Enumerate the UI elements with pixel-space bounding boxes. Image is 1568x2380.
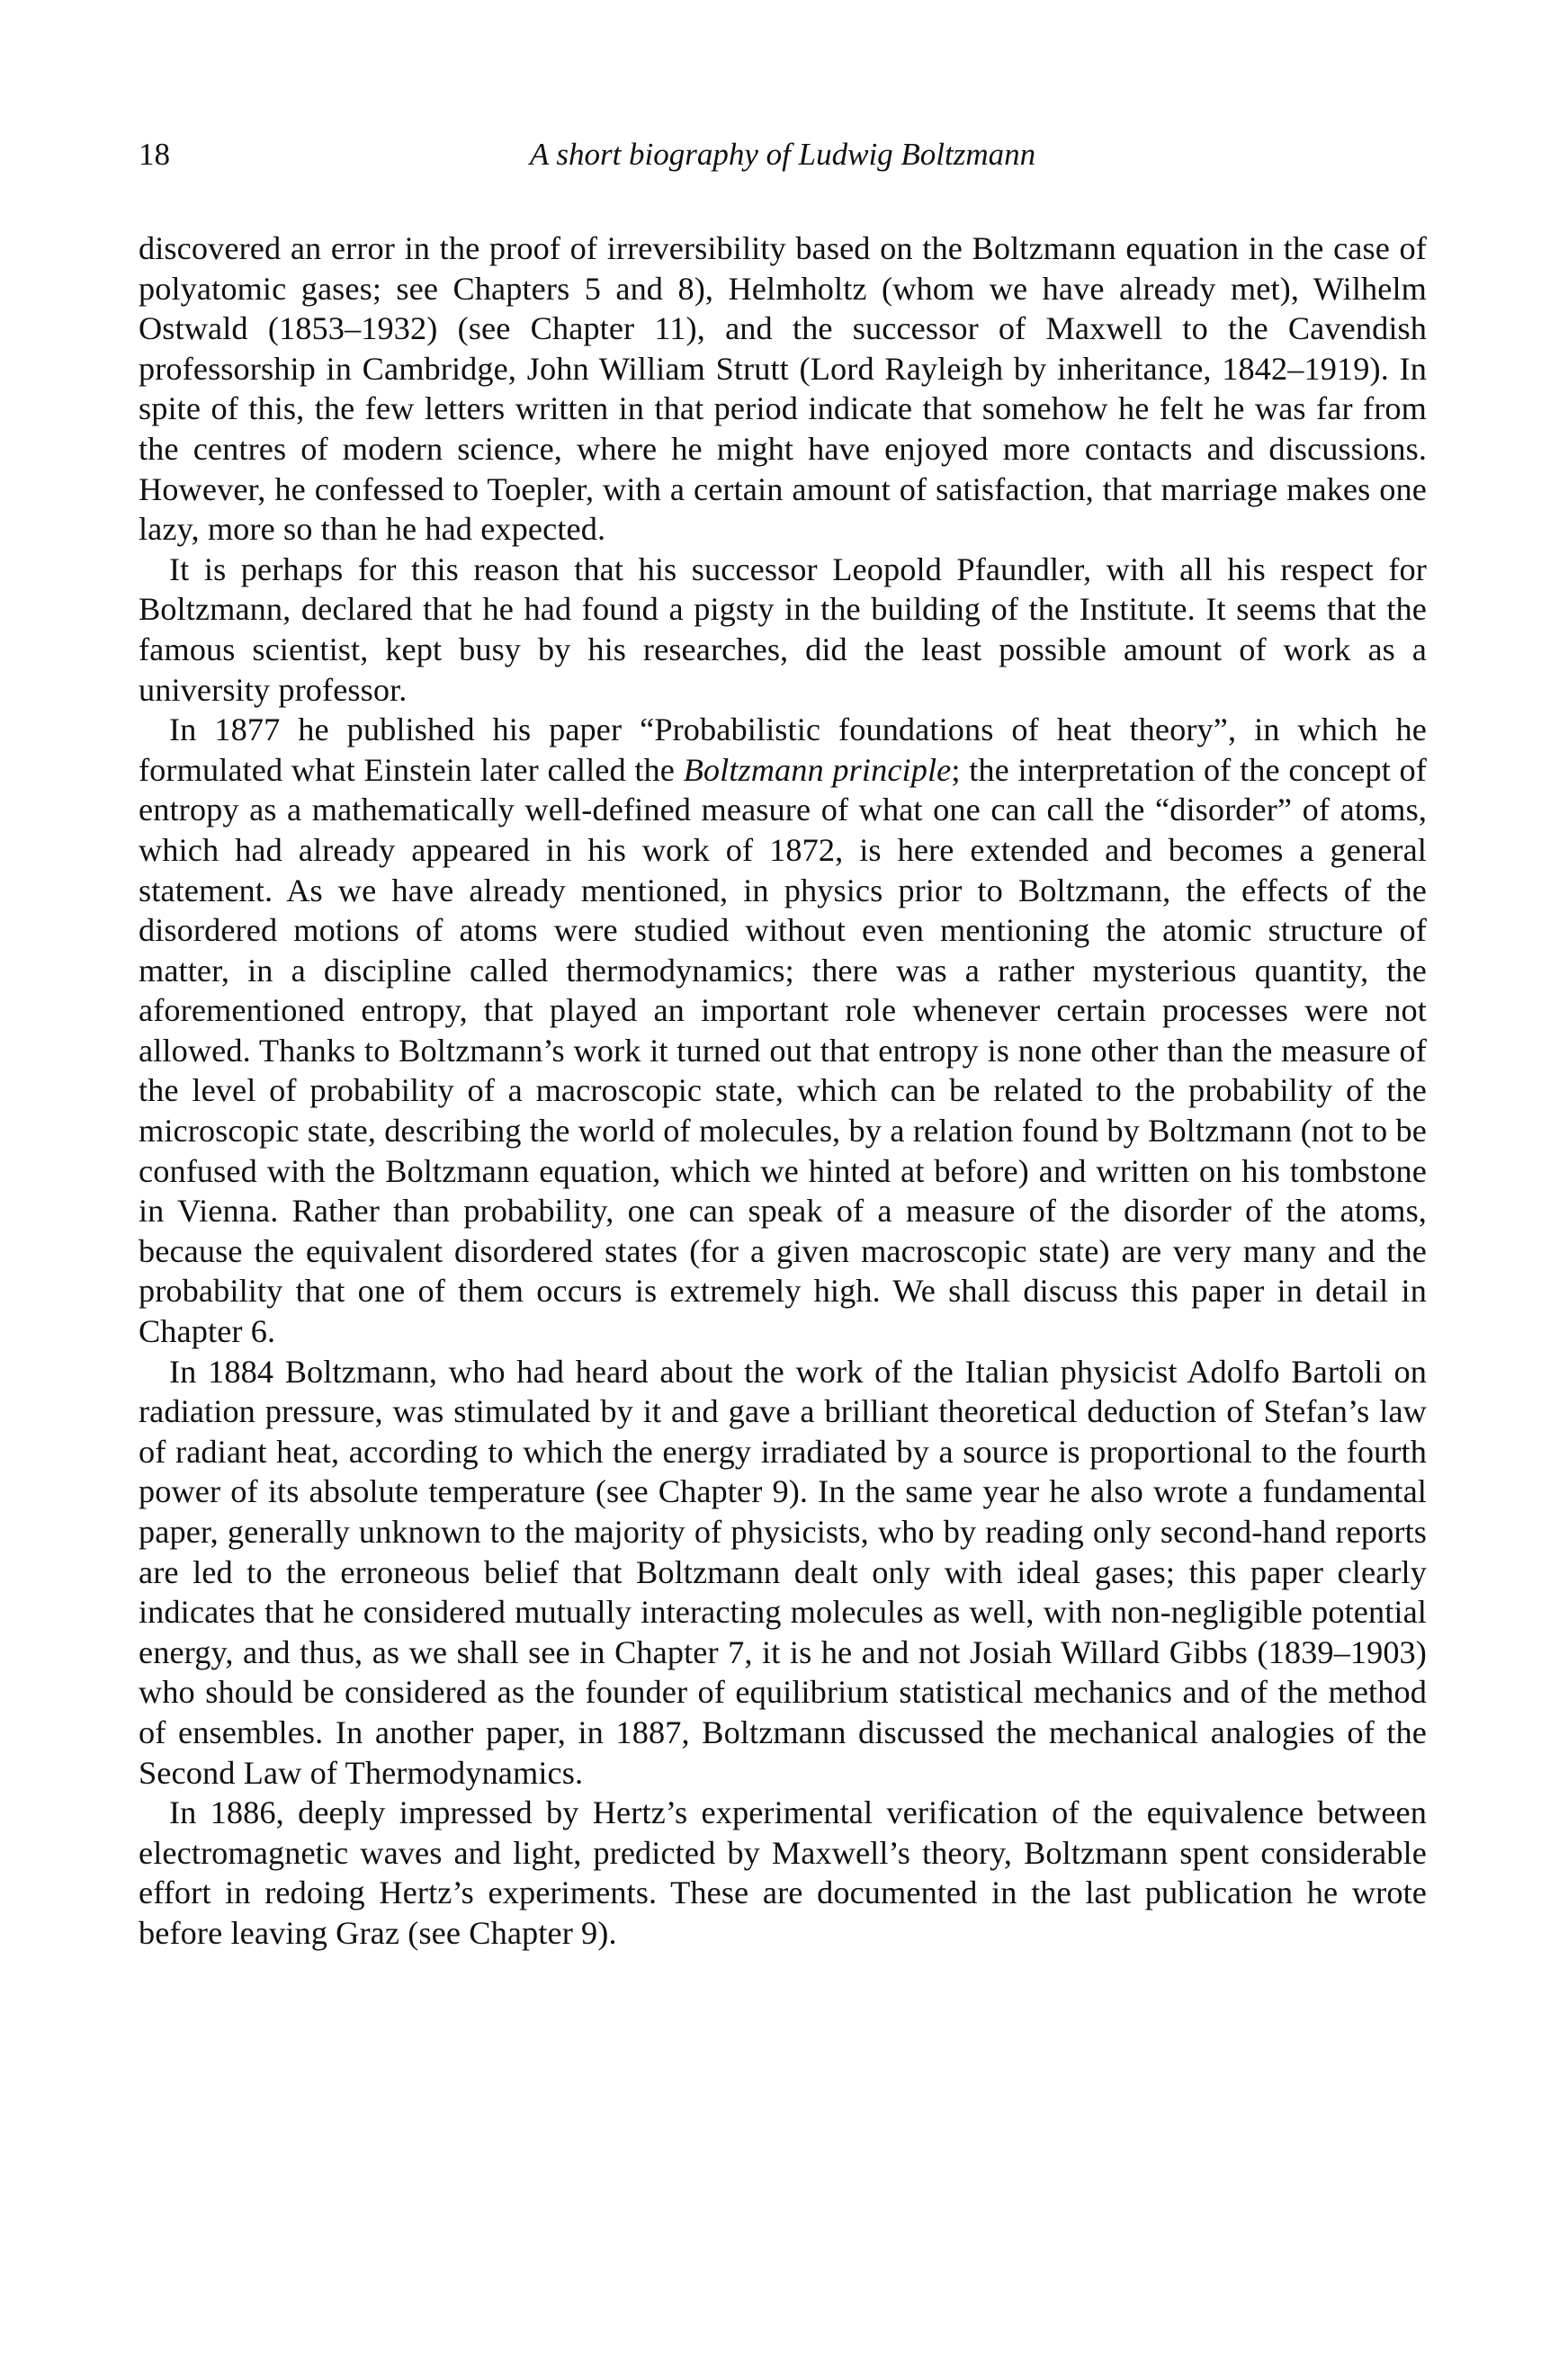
page-number: 18 <box>139 137 170 172</box>
emphasis-boltzmann-principle: Boltzmann principle <box>683 751 952 788</box>
paragraph-4: In 1884 Boltzmann, who had heard about the work of the Italian physicist Adolfo Bartoli on radiation pressure, was stimulated by it and gave a brilliant theoretical deduction of Stefan’s law of radiant heat, according to which the energy irradiated by a source is proportional to the fourth power of its absolute temperature (see Chapter 9). In the same year he also wrote a fundamental paper, generally unknown to the majority of physicists, who by reading only second-hand reports are led to the erroneous belief that Boltzmann dealt only with ideal gases; this paper clearly indicates that he considered mutually interacting molecules as well, with non-negligible potential energy, and thus, as we shall see in Chapter 7, it is he and not Josiah Willard Gibbs (1839–1903) who should be considered as the founder of equilibrium statistical mechanics and of the method of ensembles. In another paper, in 1887, Boltzmann discussed the mechanical analogies of the Second Law of Thermodynamics. <box>139 1353 1427 1791</box>
paragraph-1: discovered an error in the proof of irreversibility based on the Boltzmann equation in the case of polyatomic gases; see Chapters 5 and 8), Helmholtz (whom we have already met), Wilhelm Ostwald (1853–1932) (see Chapter 11), and the successor of Maxwell to the Cavendish professorship in Cambridge, John William Strutt (Lord Rayleigh by inheritance, 1842–1919). In spite of this, the few letters written in that period indicate that somehow he felt he was far from the centres of modern science, where he might have enjoyed more contacts and discussions. However, he confessed to Toepler, with a certain amount of satisfaction, that marriage makes one lazy, more so than he had expected. <box>139 230 1427 548</box>
paragraph-3-text-after: ; the interpretation of the concept of entropy as a mathematically well-defined measure of what one can call the “disorder” of atoms, which had already appeared in his work of 1872, is here extended and becomes a general statement. As we have already mentioned, in physics prior to Boltzmann, the effects of the disordered motions of atoms were studied without even mentioning the atomic structure of matter, in a discipline called thermodynamics; there was a rather mysterious quantity, the aforementioned entropy, that played an important role whenever certain processes were not allowed. Thanks to Boltzmann’s work it turned out that entropy is none other than the measure of the level of probability of a macroscopic state, which can be related to the probability of the microscopic state, describing the world of molecules, by a relation found by Boltzmann (not to be confused with the Boltzmann equation, which we hinted at before) and written on his tombstone in Vienna. Rather than probability, one can speak of a measure of the disorder of the atoms, because the equivalent disordered states (for a given macroscopic state) are very many and the probability that one of them occurs is extremely high. We shall discuss this paper in detail in Chapter 6. <box>139 751 1427 1350</box>
paragraph-3-text-before: In 1877 he published his paper “Probabilistic foundations of heat theory”, in which he formulated what Einstein later called the <box>139 711 1427 788</box>
paragraph-3 <box>139 710 1427 1352</box>
running-title: A short biography of Ludwig Boltzmann <box>529 137 1036 172</box>
paragraph-5: In 1886, deeply impressed by Hertz’s experimental verification of the equivalence between electromagnetic waves and light, predicted by Maxwell’s theory, Boltzmann spent considerable effort in redoing Hertz’s experiments. These are documented in the last publication he wrote before leaving Graz (see Chapter 9). <box>139 1794 1427 1951</box>
paragraph-2: It is perhaps for this reason that his successor Leopold Pfaundler, with all his respect for Boltzmann, declared that he had found a pigsty in the building of the Institute. It seems that the famous scientist, kept busy by his researches, did the least possible amount of work as a university professor. <box>139 550 1427 708</box>
body-text <box>139 228 1427 1954</box>
running-head <box>139 135 1427 174</box>
